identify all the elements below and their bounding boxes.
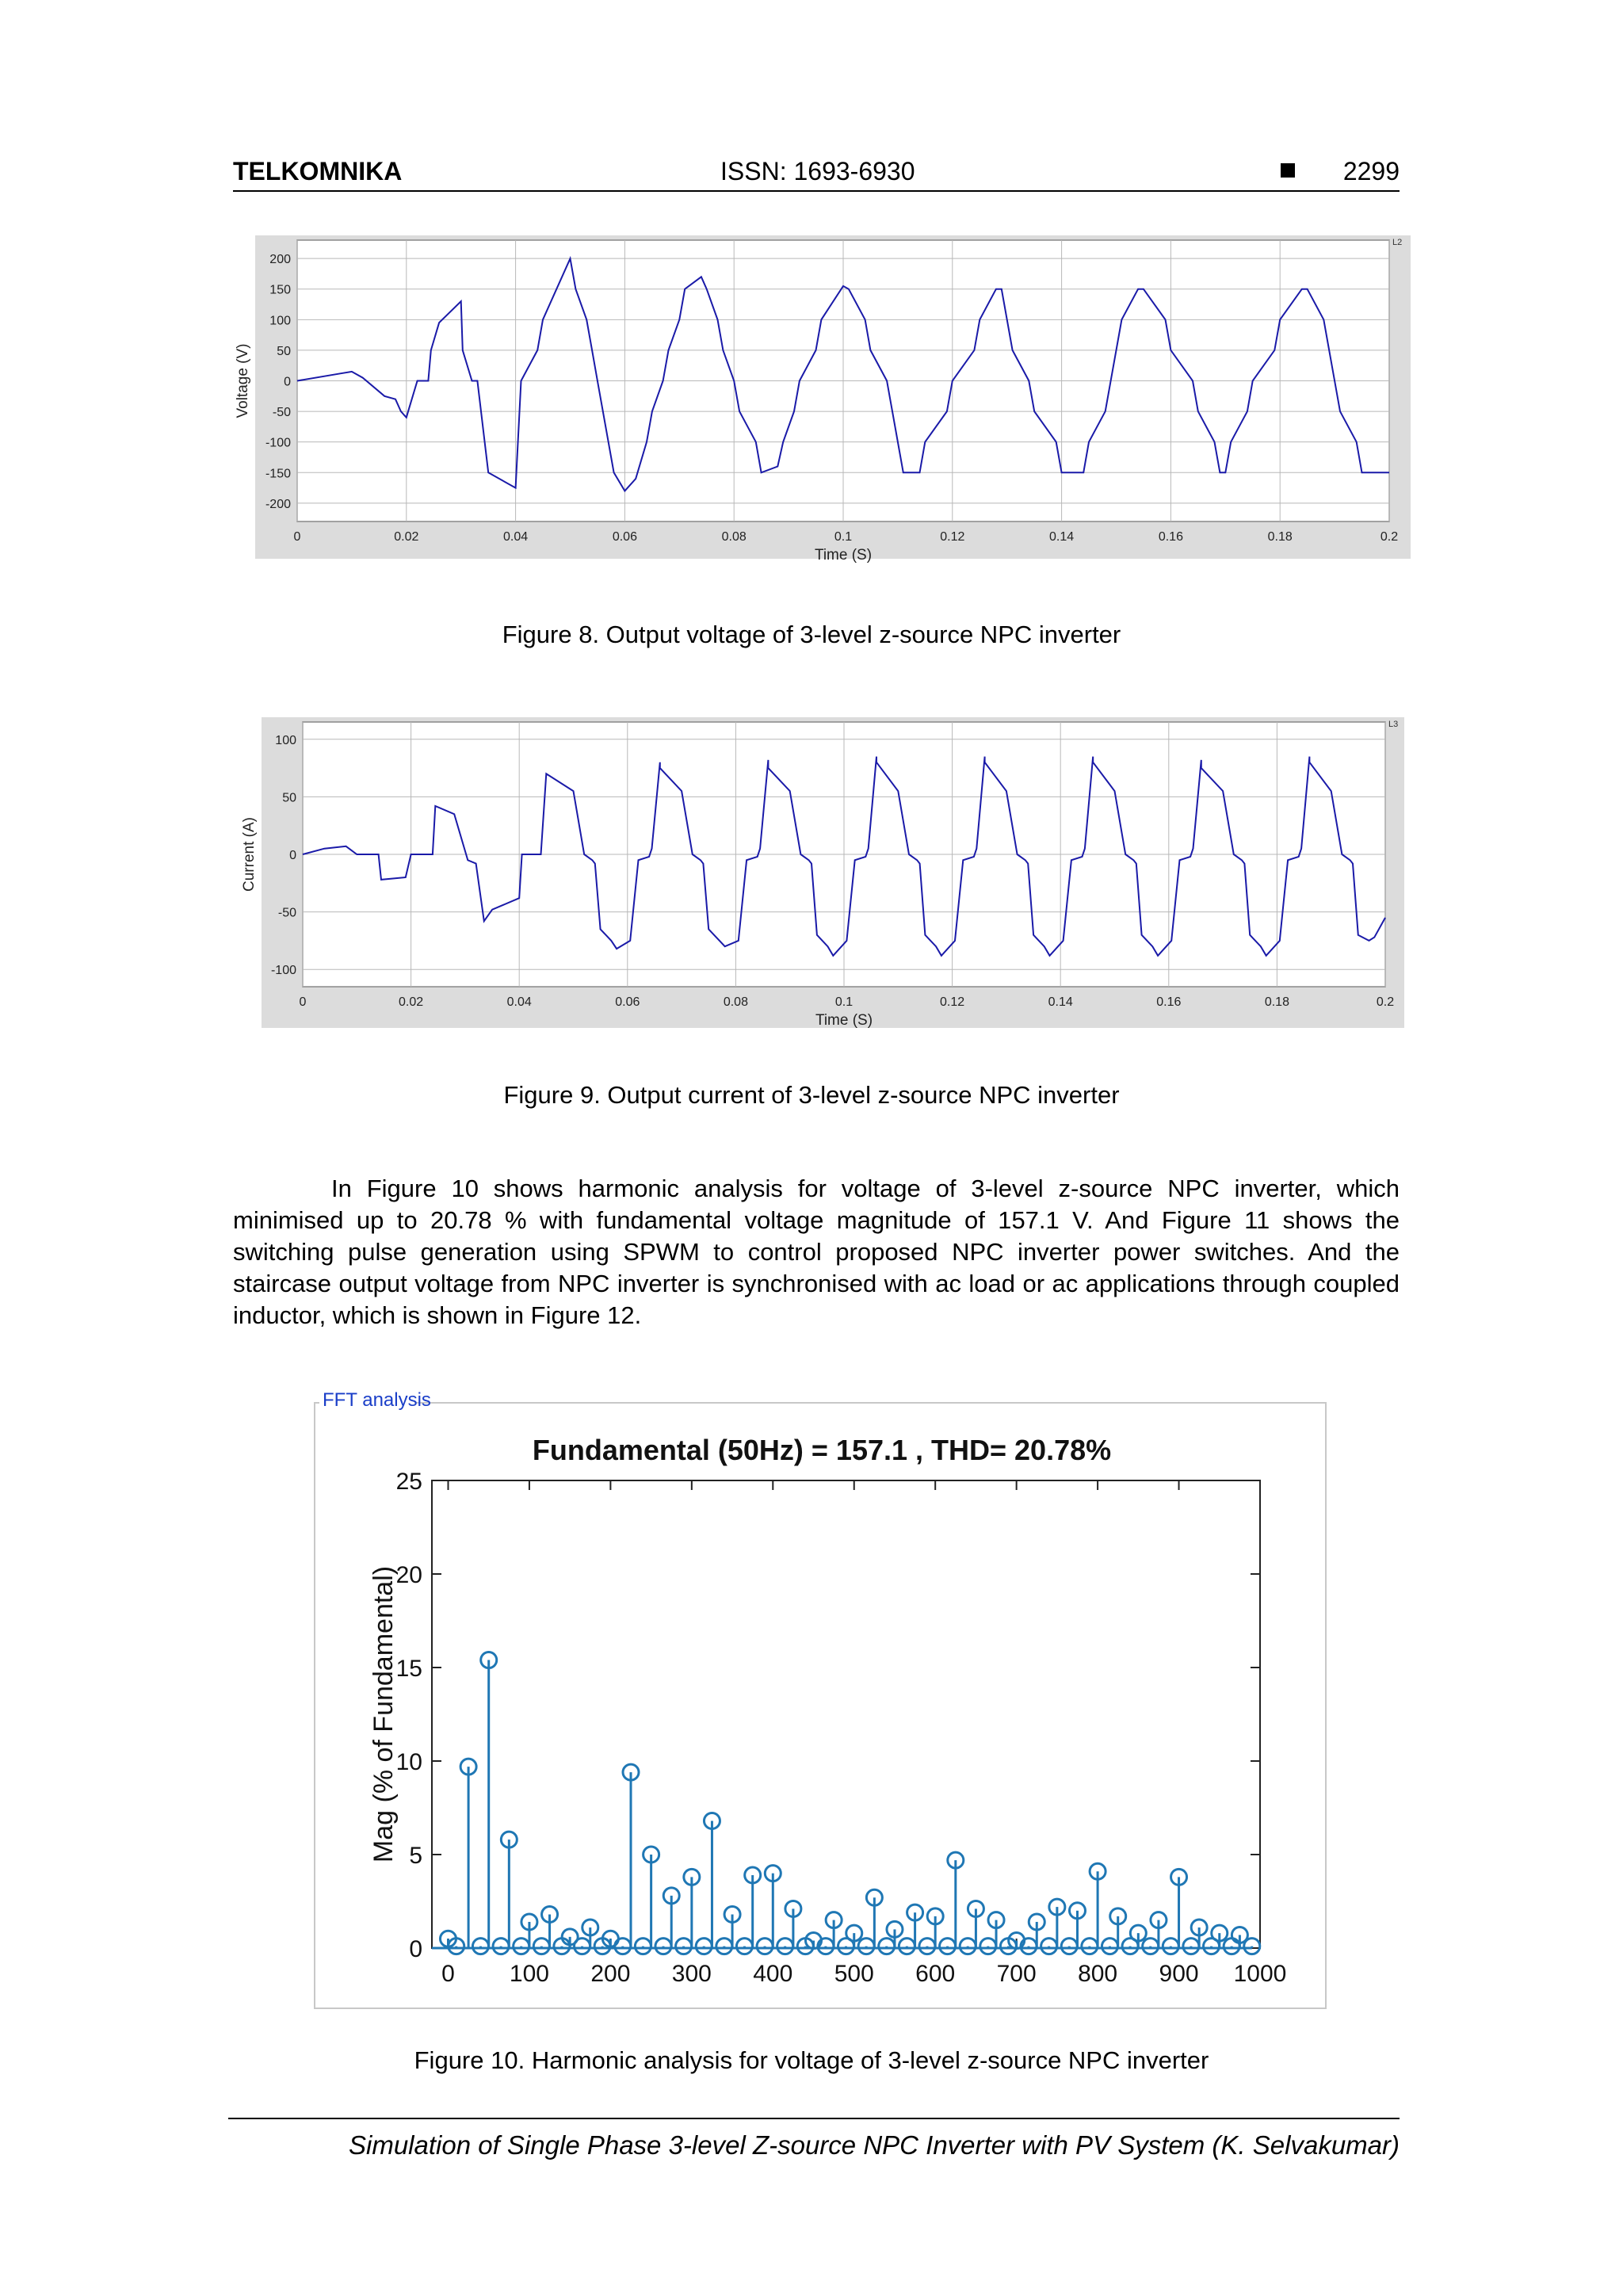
- footer-citation: Simulation of Single Phase 3-level Z-source NPC Inverter with PV System (K. Selvakumar): [349, 2130, 1400, 2160]
- figure-10-caption: Figure 10. Harmonic analysis for voltage of 3-level z-source NPC inverter: [414, 2046, 1209, 2074]
- scope-corner-label: L3: [1388, 720, 1399, 729]
- x-tick-label: 0.04: [503, 530, 529, 544]
- x-tick-label: 0.2: [1376, 995, 1395, 1009]
- y-tick-label: 100: [269, 314, 291, 328]
- y-tick-label: 25: [395, 1469, 422, 1495]
- x-tick-label: 0.1: [834, 530, 853, 544]
- x-tick-label: 900: [1159, 1961, 1199, 1987]
- x-tick-label: 0.14: [1048, 995, 1073, 1009]
- x-tick-label: 0.06: [612, 530, 637, 544]
- y-tick-label: -200: [265, 497, 291, 511]
- x-tick-label: 0: [441, 1961, 455, 1987]
- x-tick-label: 0.04: [506, 995, 532, 1009]
- x-tick-label: 0.12: [940, 530, 965, 544]
- y-tick-label: 50: [277, 344, 291, 358]
- y-tick-label: 0: [409, 1936, 422, 1962]
- x-tick-label: 0.14: [1049, 530, 1075, 544]
- y-axis-label: Voltage (V): [235, 343, 251, 418]
- body-paragraph: [233, 1173, 1400, 1331]
- y-tick-label: 100: [275, 733, 296, 747]
- x-tick-label: 0.16: [1156, 995, 1182, 1009]
- x-tick-label: 0: [299, 995, 307, 1009]
- page-footer: [228, 2118, 1400, 2160]
- y-tick-label: 150: [269, 283, 291, 297]
- y-tick-label: 50: [282, 791, 296, 805]
- x-tick-label: 1000: [1233, 1961, 1287, 1987]
- x-tick-label: 0.02: [399, 995, 424, 1009]
- issn: ISSN: 1693-6930: [720, 157, 915, 185]
- figure-9-current-chart: [238, 709, 1411, 1050]
- journal-name: TELKOMNIKA: [233, 157, 403, 185]
- x-tick-label: 100: [509, 1961, 549, 1987]
- x-tick-label: 0.18: [1267, 530, 1293, 544]
- x-tick-label: 500: [834, 1961, 874, 1987]
- y-tick-label: 0: [284, 375, 291, 389]
- x-tick-label: 700: [996, 1961, 1037, 1987]
- x-axis-label: Time (S): [814, 547, 873, 563]
- fft-title: Fundamental (50Hz) = 157.1 , THD= 20.78%: [532, 1434, 1112, 1466]
- x-axis-label: Time (S): [815, 1012, 873, 1029]
- x-tick-label: 0.08: [721, 530, 747, 544]
- paragraph-text: In Figure 10 shows harmonic analysis for voltage of 3-level z-source NPC inverter, which minimised up to 20.78 % with fundamental voltage magnitude of 157.1 V. And Figure 11 shows the switching pulse generation using SPWM to control proposed NPC inverter power switches. And the staircase output voltage from NPC inverter is synchronised with ac load or ac applications through coupled inductor, which is shown in Figure 12.: [233, 1175, 1400, 1329]
- fft-panel-label: FFT analysis: [323, 1389, 431, 1411]
- y-tick-label: -100: [265, 436, 291, 450]
- figure-8-voltage-chart: [235, 226, 1411, 586]
- y-tick-label: 200: [269, 253, 291, 267]
- page-header: [233, 155, 1400, 192]
- page-number: 2299: [1342, 157, 1400, 185]
- x-tick-label: 200: [590, 1961, 631, 1987]
- x-tick-label: 0.1: [834, 995, 854, 1009]
- y-tick-label: 0: [289, 849, 296, 862]
- y-tick-label: 15: [395, 1656, 422, 1682]
- fft-axes-box: [432, 1480, 1260, 1948]
- x-tick-label: 0.08: [723, 995, 748, 1009]
- x-tick-label: 0.18: [1264, 995, 1289, 1009]
- x-tick-label: 0.2: [1380, 530, 1399, 544]
- y-tick-label: -100: [270, 964, 296, 978]
- x-tick-label: 300: [671, 1961, 712, 1987]
- y-axis-label: Current (A): [241, 817, 258, 892]
- x-tick-label: 0.02: [394, 530, 419, 544]
- y-tick-label: -50: [277, 906, 296, 920]
- y-tick-label: 20: [395, 1562, 422, 1588]
- x-tick-label: 0.06: [615, 995, 640, 1009]
- x-tick-label: 0: [293, 530, 301, 544]
- figure-10-fft-chart: [313, 1389, 1331, 2011]
- y-tick-label: -150: [265, 467, 291, 481]
- figure-9-caption: Figure 9. Output current of 3-level z-source NPC inverter: [503, 1081, 1120, 1109]
- y-tick-label: 10: [395, 1749, 422, 1775]
- x-tick-label: 600: [915, 1961, 956, 1987]
- y-tick-label: -50: [272, 406, 291, 420]
- scope-corner-label: L2: [1392, 238, 1403, 247]
- figure-8-caption: Figure 8. Output voltage of 3-level z-source NPC inverter: [502, 621, 1121, 648]
- x-tick-label: 400: [753, 1961, 793, 1987]
- x-tick-label: 0.16: [1158, 530, 1183, 544]
- y-tick-label: 5: [409, 1843, 422, 1869]
- square-bullet-icon: [1281, 163, 1295, 178]
- fft-y-axis-label: Mag (% of Fundamental): [369, 1565, 399, 1863]
- x-tick-label: 800: [1078, 1961, 1118, 1987]
- x-tick-label: 0.12: [940, 995, 965, 1009]
